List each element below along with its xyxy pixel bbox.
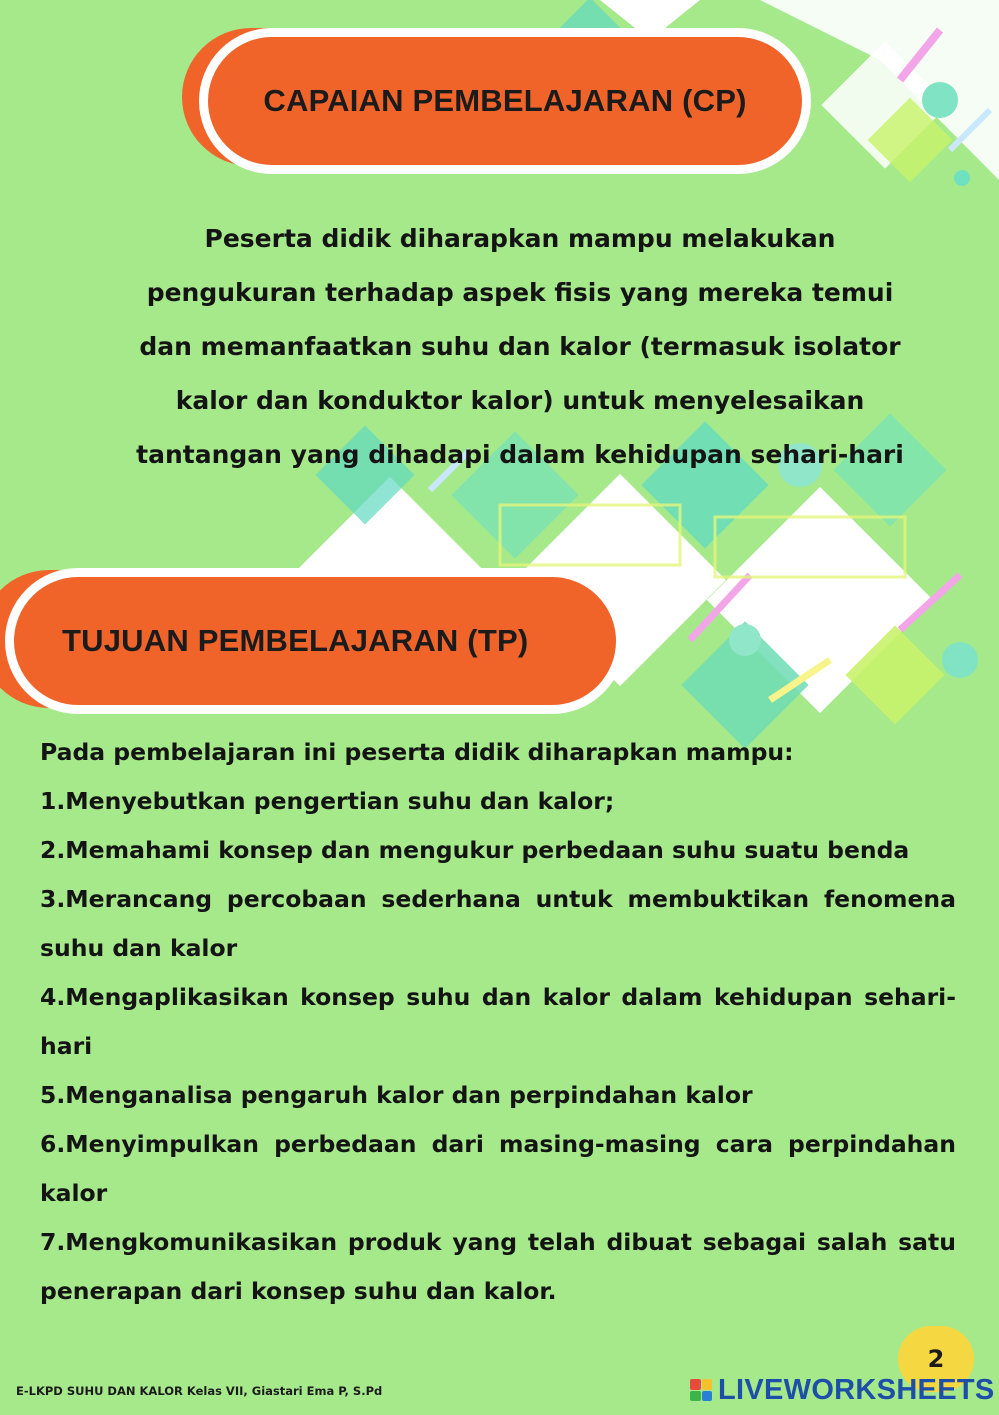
tp-item: 6.Menyimpulkan perbedaan dari masing-masing cara perpindahan kalor [40, 1130, 956, 1207]
tp-item: 1.Menyebutkan pengertian suhu dan kalor; [40, 787, 615, 815]
cp-line: Peserta didik diharapkan mampu melakukan [204, 224, 836, 253]
liveworksheets-icon [690, 1379, 712, 1401]
tp-list [40, 728, 956, 1316]
tp-intro: Pada pembelajaran ini peserta didik diharapkan mampu: [40, 738, 794, 766]
tp-heading-text: TUJUAN PEMBELAJARAN (TP) [62, 623, 529, 658]
tp-heading [5, 568, 625, 714]
tp-item: 5.Menganalisa pengaruh kalor dan perpindahan kalor [40, 1081, 753, 1109]
footer-note: E-LKPD SUHU DAN KALOR Kelas VII, Giastari Ema P, S.Pd [16, 1384, 383, 1398]
tp-item: 2.Memahami konsep dan mengukur perbedaan suhu suatu benda [40, 836, 910, 864]
tp-item: 7.Mengkomunikasikan produk yang telah dibuat sebagai salah satu penerapan dari konsep suhu dan kalor. [40, 1228, 956, 1305]
page-number: 2 [927, 1345, 945, 1373]
cp-heading-text: CAPAIAN PEMBELAJARAN (CP) [263, 83, 747, 118]
cp-heading [199, 28, 811, 174]
tp-item: 4.Mengaplikasikan konsep suhu dan kalor dalam kehidupan sehari-hari [40, 983, 956, 1060]
cp-line: tantangan yang dihadapi dalam kehidupan sehari-hari [136, 440, 904, 469]
cp-paragraph [105, 212, 935, 482]
cp-line: pengukuran terhadap aspek fisis yang mereka temui [146, 278, 894, 307]
liveworksheets-logo[interactable] [690, 1372, 995, 1408]
brand-name: LIVEWORKSHEETS [718, 1373, 995, 1406]
cp-line: kalor dan konduktor kalor) untuk menyelesaikan [175, 386, 865, 415]
tp-item: 3.Merancang percobaan sederhana untuk membuktikan fenomena suhu dan kalor [40, 885, 956, 962]
cp-line: dan memanfaatkan suhu dan kalor (termasuk isolator [139, 332, 901, 361]
